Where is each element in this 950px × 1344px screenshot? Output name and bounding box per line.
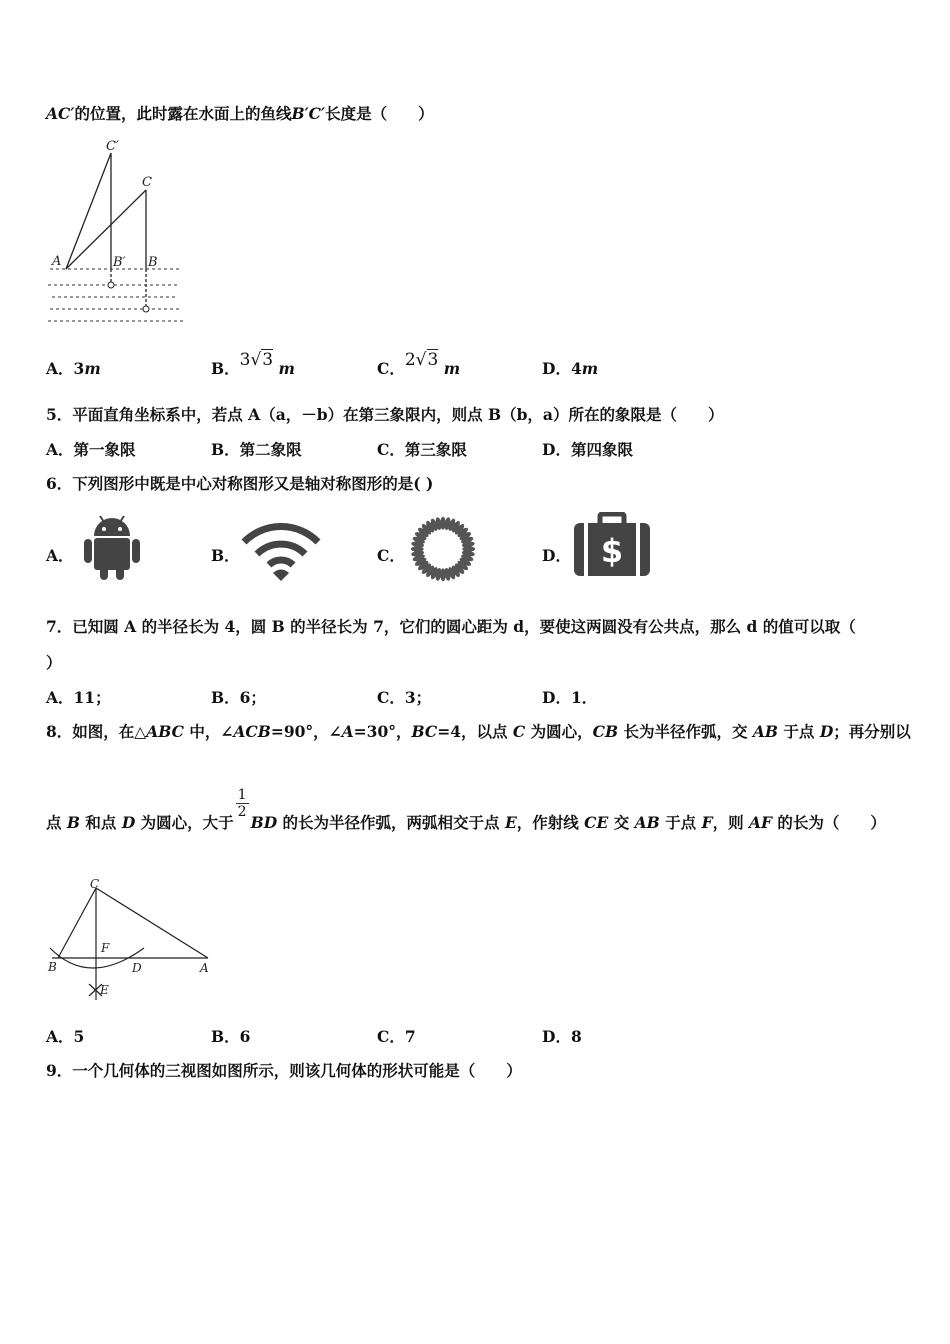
q7-option-b[interactable]: B．6；	[211, 688, 266, 707]
sunburst-icon	[403, 513, 483, 585]
q6-option-b[interactable]: B．	[211, 546, 240, 565]
q4-option-d[interactable]: D．4m	[542, 359, 599, 378]
q6-option-a[interactable]: A．	[46, 546, 74, 565]
q9-stem: 9．一个几何体的三视图如图所示，则该几何体的形状可能是（ ）	[46, 1061, 522, 1080]
dollar-sign: $	[600, 532, 624, 570]
line-a-c	[66, 190, 146, 269]
q7-option-d[interactable]: D．1．	[542, 688, 598, 707]
q4-option-b[interactable]: B．3√3 m	[211, 350, 295, 378]
line-a-cprime	[66, 153, 111, 269]
q8-stem-line1: 8．如图，在△ABC 中，∠ACB=90°，∠A=30°，BC=4，以点 C 为圆心，CB 长为半径作弧，交 AB 于点 D；再分别以	[46, 722, 911, 741]
label-b-prime: B′	[113, 255, 126, 270]
q6-option-d[interactable]: D．	[542, 546, 571, 565]
q5-stem: 5．平面直角坐标系中，若点 A（a，－b）在第三象限内，则点 B（b，a）所在的象限是（ ）	[46, 405, 724, 424]
q8-option-b[interactable]: B．6	[211, 1027, 251, 1046]
q4-option-c[interactable]: C．2√3 m	[377, 350, 461, 378]
q4-fishing-figure	[44, 135, 194, 330]
label-c-prime: C′	[106, 139, 119, 154]
sqrt-expression: 3√3	[239, 350, 274, 370]
wifi-icon	[240, 520, 322, 582]
label-b: B	[148, 255, 158, 270]
segment-bc	[58, 888, 96, 958]
sqrt-expression: 2√3	[404, 350, 439, 370]
q4-option-a[interactable]: A．3m	[46, 359, 101, 378]
label-c: C	[90, 877, 100, 891]
fraction-one-half: $\frac{1}{2}$	[237, 787, 247, 820]
float-marker	[143, 306, 149, 312]
q5-option-b[interactable]: B．第二象限	[211, 440, 302, 459]
q5-option-a[interactable]: A．第一象限	[46, 440, 136, 459]
label-c: C	[142, 175, 152, 190]
q7-stem-line2: ）	[46, 653, 62, 672]
q8-triangle-figure	[44, 876, 216, 1006]
q4-stem: AC′的位置，此时露在水面上的鱼线B′C′长度是（ ）	[46, 104, 434, 123]
q8-option-a[interactable]: A．5	[46, 1027, 85, 1046]
label-b: B	[48, 960, 57, 974]
label-a: A	[52, 254, 62, 269]
q7-option-c[interactable]: C．3；	[377, 688, 432, 707]
q5-option-c[interactable]: C．第三象限	[377, 440, 467, 459]
q5-option-d[interactable]: D．第四象限	[542, 440, 633, 459]
label-e: E	[100, 983, 109, 997]
q8-stem-line2: 点 B 和点 D 为圆心，大于 $\frac{1}{2}$ BD 的长为半径作弧，两弧相交于点 E，作射线 CE 交 AB 于点 F，则 AF 的长为（ ）	[46, 787, 886, 832]
label-d: D	[132, 961, 142, 975]
float-marker	[108, 282, 114, 288]
segment-ca	[96, 888, 208, 958]
q7-option-a[interactable]: A．11；	[46, 688, 111, 707]
label-f: F	[101, 941, 110, 955]
money-bag-icon	[572, 512, 654, 578]
q8-option-c[interactable]: C．7	[377, 1027, 416, 1046]
q8-option-d[interactable]: D．8	[542, 1027, 582, 1046]
q6-stem: 6．下列图形中既是中心对称图形又是轴对称图形的是( )	[46, 474, 434, 493]
android-icon	[82, 510, 142, 580]
q6-option-c[interactable]: C．	[377, 546, 405, 565]
label-a: A	[200, 961, 209, 975]
q7-stem-line1: 7．已知圆 A 的半径长为 4，圆 B 的半径长为 7，它们的圆心距为 d，要使这两圆没有公共点，那么 d 的值可以取（	[46, 617, 856, 636]
